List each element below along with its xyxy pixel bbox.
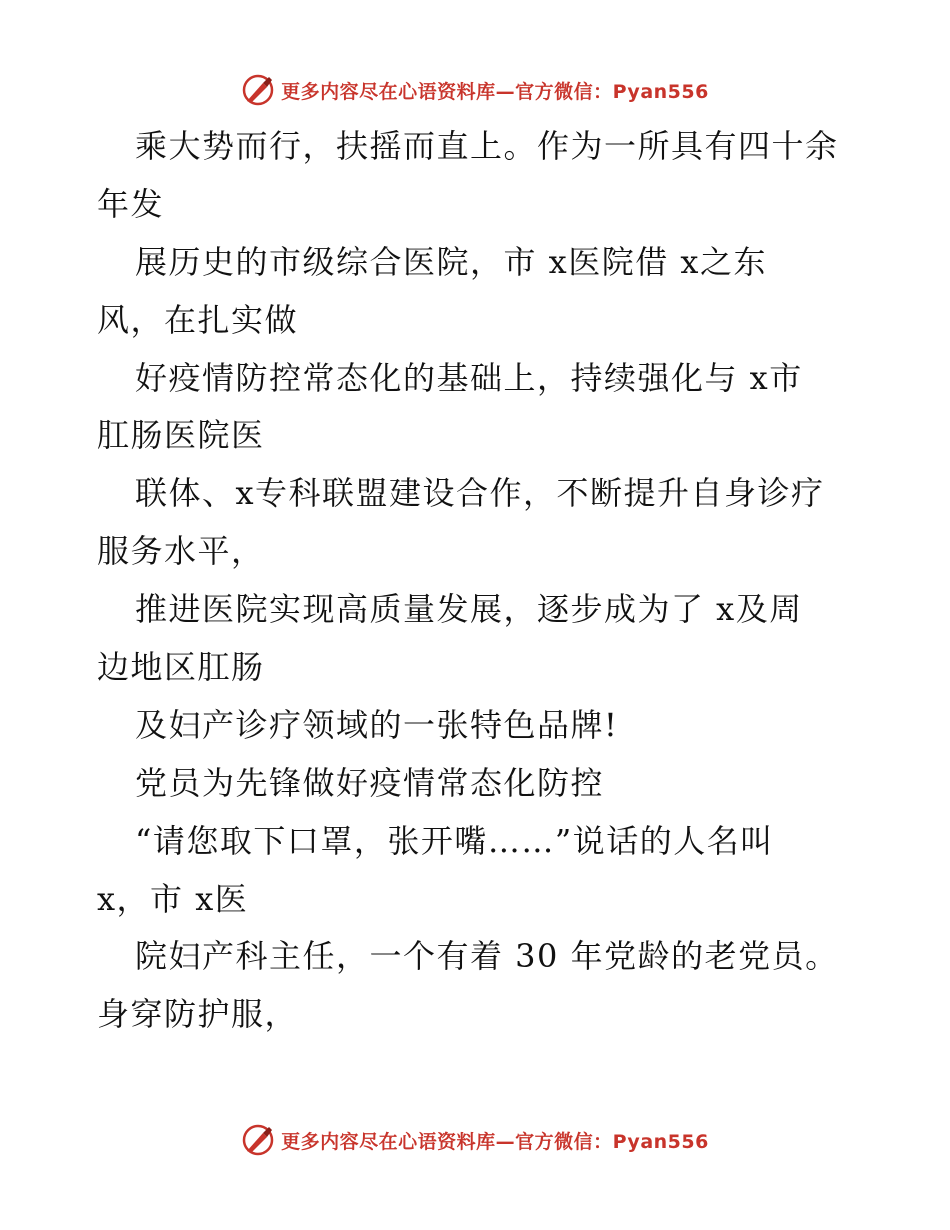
header-banner (0, 70, 950, 110)
footer-banner (0, 1120, 950, 1160)
body-line: 边地区肛肠 (97, 648, 265, 687)
body-line: 及妇产诊疗领域的一张特色品牌! (135, 705, 619, 744)
body-line: 乘大势而行，扶摇而直上。作为一所具有四十余 (135, 127, 839, 165)
header-banner-text: 更多内容尽在心语资料库—官方微信：Pyan556 (281, 80, 709, 103)
footer-banner-text: 更多内容尽在心语资料库—官方微信：Pyan556 (281, 1130, 709, 1153)
body-line: 年发 (97, 184, 165, 223)
pen-logo-icon (241, 1123, 275, 1157)
section-heading: 党员为先锋做好疫情常态化防控 (135, 763, 605, 802)
body-line: 服务水平， (97, 532, 265, 571)
body-line: 展历史的市级综合医院，市 x医院借 x之东 (135, 242, 767, 281)
body-line: 肛肠医院医 (97, 416, 265, 455)
body-line: 推进医院实现高质量发展，逐步成为了 x及周 (135, 590, 803, 629)
body-line: 院妇产科主任，一个有着 30 年党龄的老党员。 (135, 937, 839, 976)
body-line: 联体、x专科联盟建设合作，不断提升自身诊疗 (135, 474, 825, 513)
document-body (97, 118, 867, 1044)
body-line: 风，在扎实做 (97, 300, 299, 339)
body-line: 好疫情防控常态化的基础上，持续强化与 x市 (135, 358, 803, 397)
body-line: x，市 x医 (97, 879, 249, 918)
body-line: “请您取下口罩，张开嘴……”说话的人名叫 (135, 821, 774, 860)
pen-logo-icon (241, 73, 275, 107)
body-line: 身穿防护服， (97, 995, 299, 1034)
